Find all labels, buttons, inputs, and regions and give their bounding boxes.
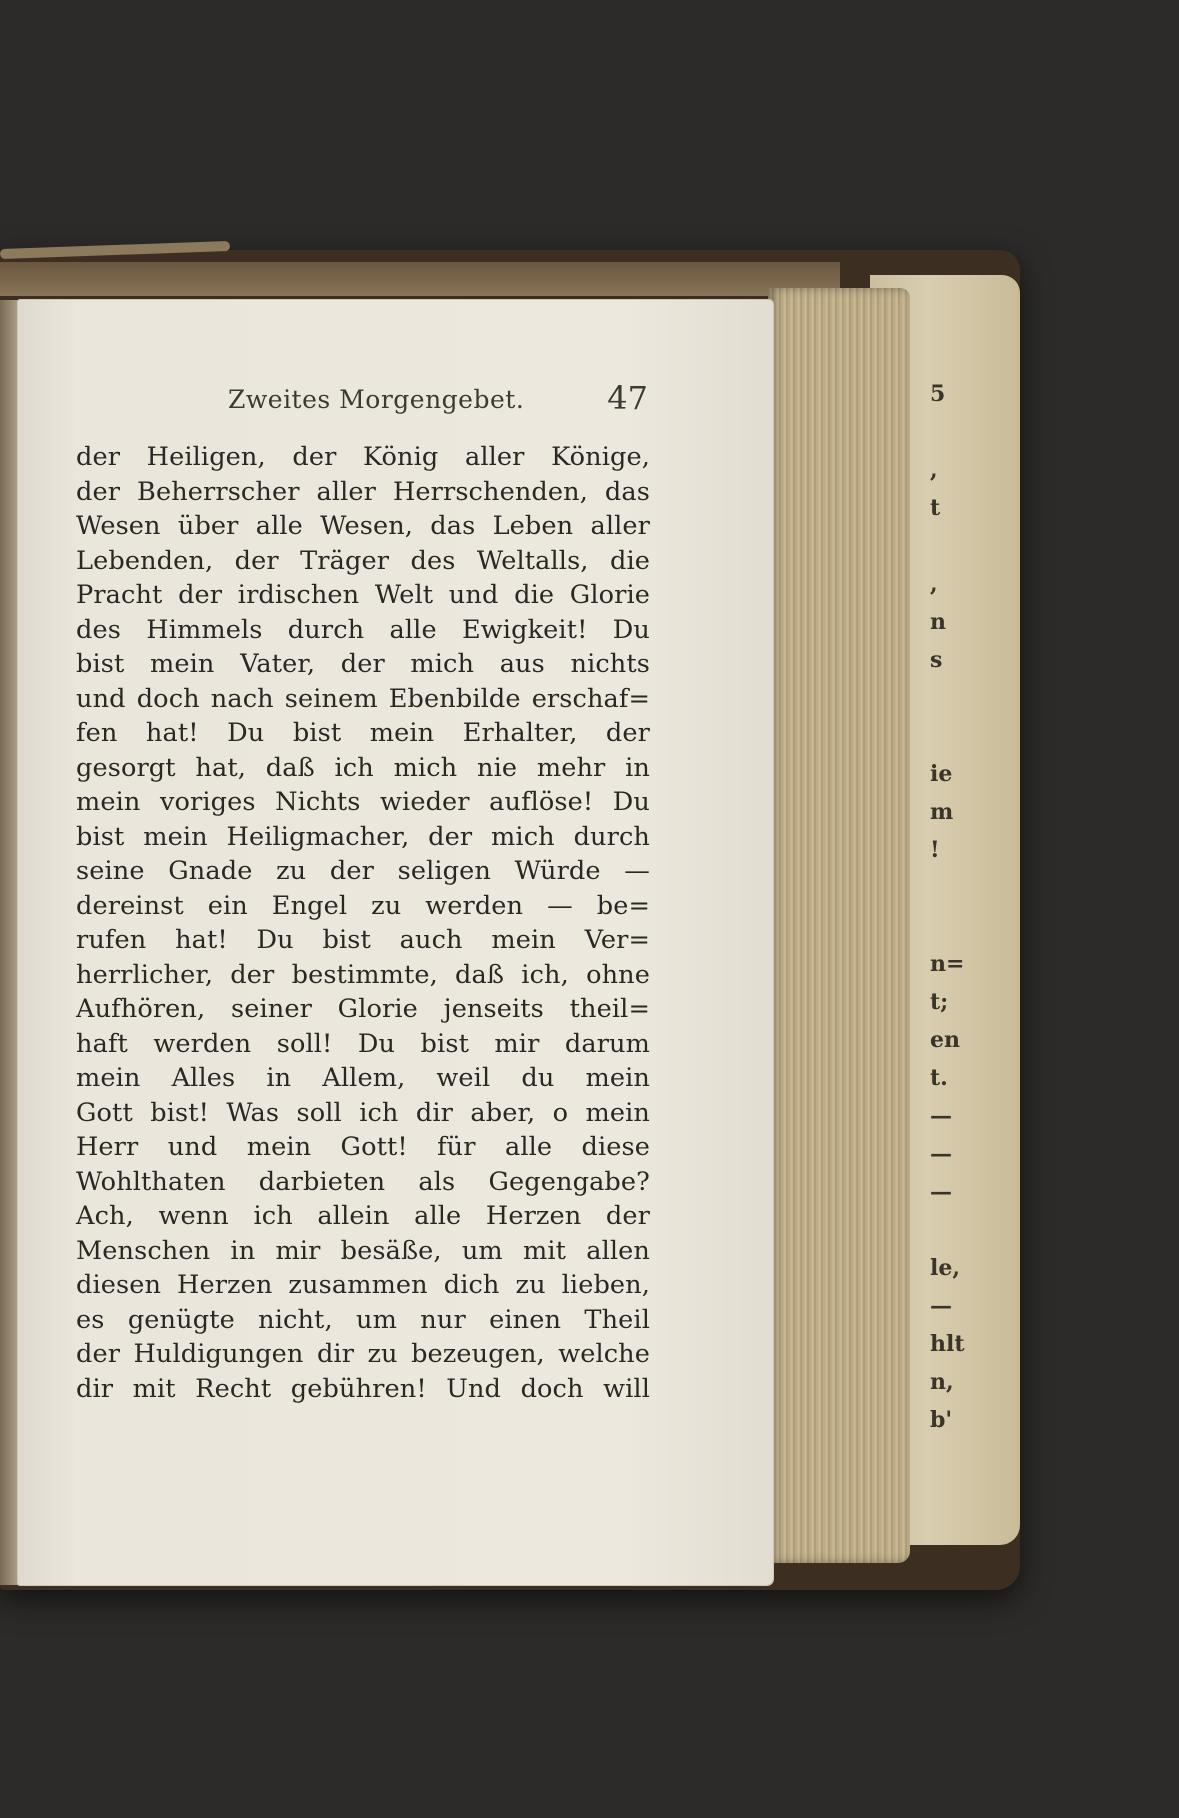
text-line: mein Alles in Allem, weil du mein bbox=[76, 1063, 650, 1093]
text-line: Wesen über alle Wesen, das Leben aller bbox=[76, 511, 650, 541]
text-line: der Huldigungen dir zu bezeugen, welche bbox=[76, 1339, 650, 1369]
text-line: Menschen in mir besäße, um mit allen bbox=[76, 1235, 650, 1266]
text-line: diesen Herzen zusammen dich zu lieben, bbox=[76, 1270, 650, 1300]
page-header bbox=[228, 379, 648, 425]
text-line: mein voriges Nichts wieder auflöse! Du bbox=[76, 787, 650, 817]
text-line: bist mein Vater, der mich aus nichts bbox=[76, 649, 650, 679]
text-line: Herr und mein Gott! für alle diese bbox=[76, 1132, 650, 1162]
right-page-text-fragments: 5 , t , n s ie m ! n= t; en t. — — — le, — hlt n, b' bbox=[930, 381, 965, 1433]
text-line: des Himmels durch alle Ewigkeit! Du bbox=[76, 614, 650, 645]
text-line: Gott bist! Was soll ich dir aber, o mein bbox=[76, 1097, 650, 1128]
text-line: seine Gnade zu der seligen Würde — bbox=[76, 856, 650, 886]
text-line: es genügte nicht, um nur einen Theil bbox=[76, 1304, 650, 1335]
text-line: dir mit Recht gebühren! Und doch will bbox=[76, 1373, 650, 1404]
text-line: dereinst ein Engel zu werden — be= bbox=[76, 890, 650, 921]
text-line: Pracht der irdischen Welt und die Glorie bbox=[76, 580, 650, 610]
cover-top-edge bbox=[0, 262, 840, 296]
text-line: und doch nach seinem Ebenbilde erschaf= bbox=[76, 683, 650, 714]
text-line: rufen hat! Du bist auch mein Ver= bbox=[76, 925, 650, 955]
body-text bbox=[76, 440, 650, 1440]
text-line: Wohlthaten darbieten als Gegengabe? bbox=[76, 1166, 650, 1197]
text-line: der Heiligen, der König aller Könige, bbox=[76, 442, 650, 472]
text-line: fen hat! Du bist mein Erhalter, der bbox=[76, 718, 650, 748]
running-head: Zweites Morgengebet. bbox=[228, 385, 525, 414]
text-line: der Beherrscher aller Herrschenden, das bbox=[76, 476, 650, 507]
text-line: haft werden soll! Du bist mir darum bbox=[76, 1028, 650, 1059]
text-line: bist mein Heiligmacher, der mich durch bbox=[76, 821, 650, 852]
page-number: 47 bbox=[607, 379, 648, 417]
text-line: herrlicher, der bestimmte, daß ich, ohne bbox=[76, 959, 650, 990]
page-edges bbox=[768, 288, 910, 1563]
text-line: Ach, wenn ich allein alle Herzen der bbox=[76, 1201, 650, 1231]
text-line: Aufhören, seiner Glorie jenseits theil= bbox=[76, 994, 650, 1024]
text-line: Lebenden, der Träger des Weltalls, die bbox=[76, 545, 650, 576]
text-line: gesorgt hat, daß ich mich nie mehr in bbox=[76, 752, 650, 783]
